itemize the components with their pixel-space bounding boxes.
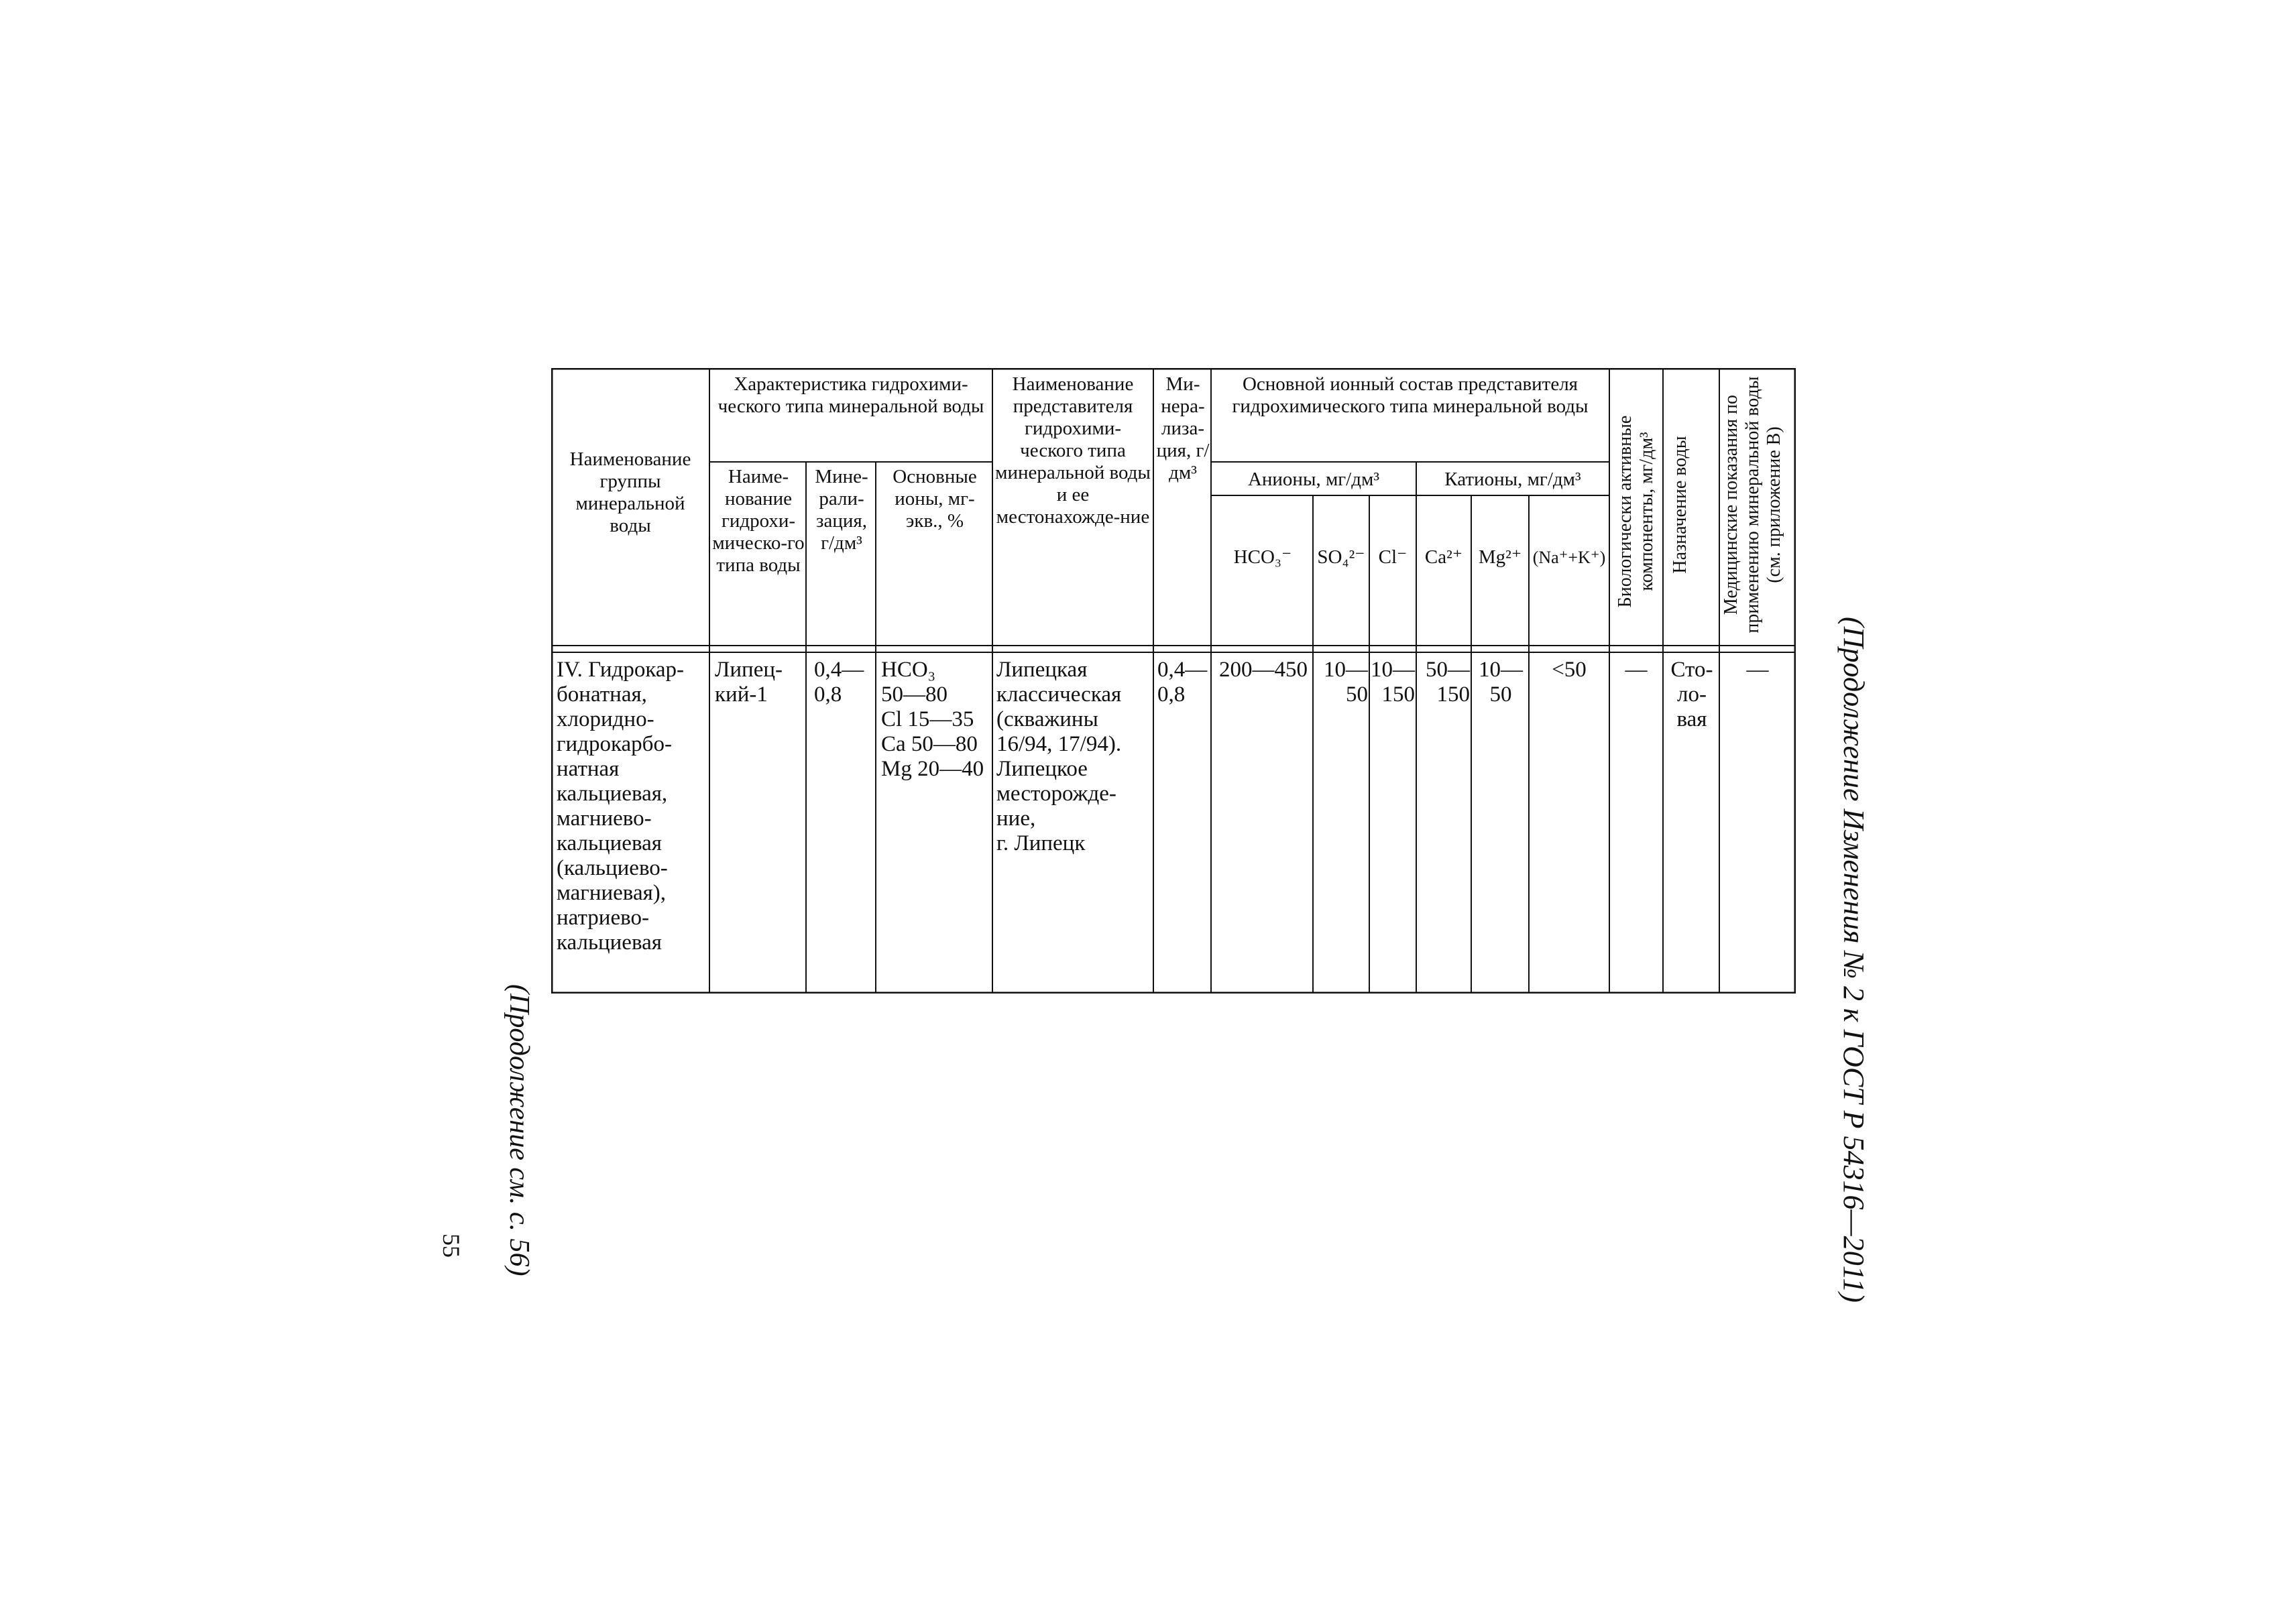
header-type-mineralization: Мине-рали-зация, г/дм³	[815, 466, 868, 554]
page-number: 55	[438, 1234, 465, 1258]
continuation-note: (Продолжение см. с. 56)	[504, 984, 534, 1276]
header-type-name: Наиме-нование гидрохи-мическо-го типа воды	[712, 466, 805, 576]
cell-mg: 10— 50	[1479, 658, 1523, 707]
header-cations: Катионы, мг/дм³	[1444, 469, 1581, 490]
cell-group-name: IV. Гидрокар- бонатная, хлоридно- гидрокарбо- натная кальциевая, магниево- кальциевая (кальциево- магниевая), натриево- кальциевая	[557, 658, 685, 955]
cell-main-ions: HCO₃ 50—80 Cl 15—35 Ca 50—80 Mg 20—40	[881, 658, 984, 781]
cell-hco3: 200—450	[1219, 658, 1308, 682]
cell-bio: —	[1625, 658, 1648, 682]
cell-medical: —	[1746, 658, 1769, 682]
cell-nak: <50	[1552, 658, 1587, 682]
cell-type-mineralization: 0,4— 0,8	[814, 658, 864, 707]
header-cl: Cl⁻	[1378, 546, 1408, 568]
cell-type-name: Липец- кий-1	[715, 658, 783, 707]
header-purpose: Назначение воды	[1670, 436, 1690, 574]
header-so4: SO₄²⁻	[1317, 546, 1365, 568]
cell-so4: 10— 50	[1324, 658, 1368, 707]
header-medical: Медицинские показания по применению минеральной воды (см. приложение В)	[1721, 376, 1784, 634]
header-anions: Анионы, мг/дм³	[1247, 469, 1380, 490]
header-group-name: Наименование группы минеральной воды	[569, 448, 691, 536]
header-mineralization: Ми-нера-лиза-ция, г/дм³	[1156, 373, 1210, 483]
cell-cl: 10— 150	[1371, 658, 1415, 707]
header-bio-components: Биологически активные компоненты, мг/дм³	[1615, 415, 1657, 608]
running-header: (Продолжение Изменения № 2 к ГОСТ Р 54316—2011)	[1837, 617, 1870, 1303]
header-main-ions: Основные ионы, мг-экв., %	[893, 466, 977, 532]
cell-ca: 50— 150	[1426, 658, 1470, 707]
cell-representative: Липецкая классическая (скважины 16/94, 17/94). Липецкое месторожде- ние, г. Липецк	[996, 658, 1122, 855]
header-representative-name: Наименование представителя гидрохими-ческого типа минеральной воды и ее местонахожде-ние	[995, 373, 1151, 528]
header-ca: Ca²⁺	[1424, 546, 1463, 568]
header-ion-composition: Основной ионный состав представителя гидрохимического типа минеральной воды	[1232, 373, 1589, 417]
header-mg: Mg²⁺	[1478, 546, 1522, 568]
mineral-water-table	[551, 368, 1796, 994]
header-nak: (Na⁺+K⁺)	[1532, 548, 1606, 567]
header-hco3: HCO₃⁻	[1233, 546, 1292, 568]
header-hydrochem-characteristic: Характеристика гидрохими-ческого типа минеральной воды	[718, 373, 984, 417]
cell-mineralization: 0,4— 0,8	[1157, 658, 1208, 707]
cell-purpose: Сто- ло- вая	[1670, 658, 1713, 731]
